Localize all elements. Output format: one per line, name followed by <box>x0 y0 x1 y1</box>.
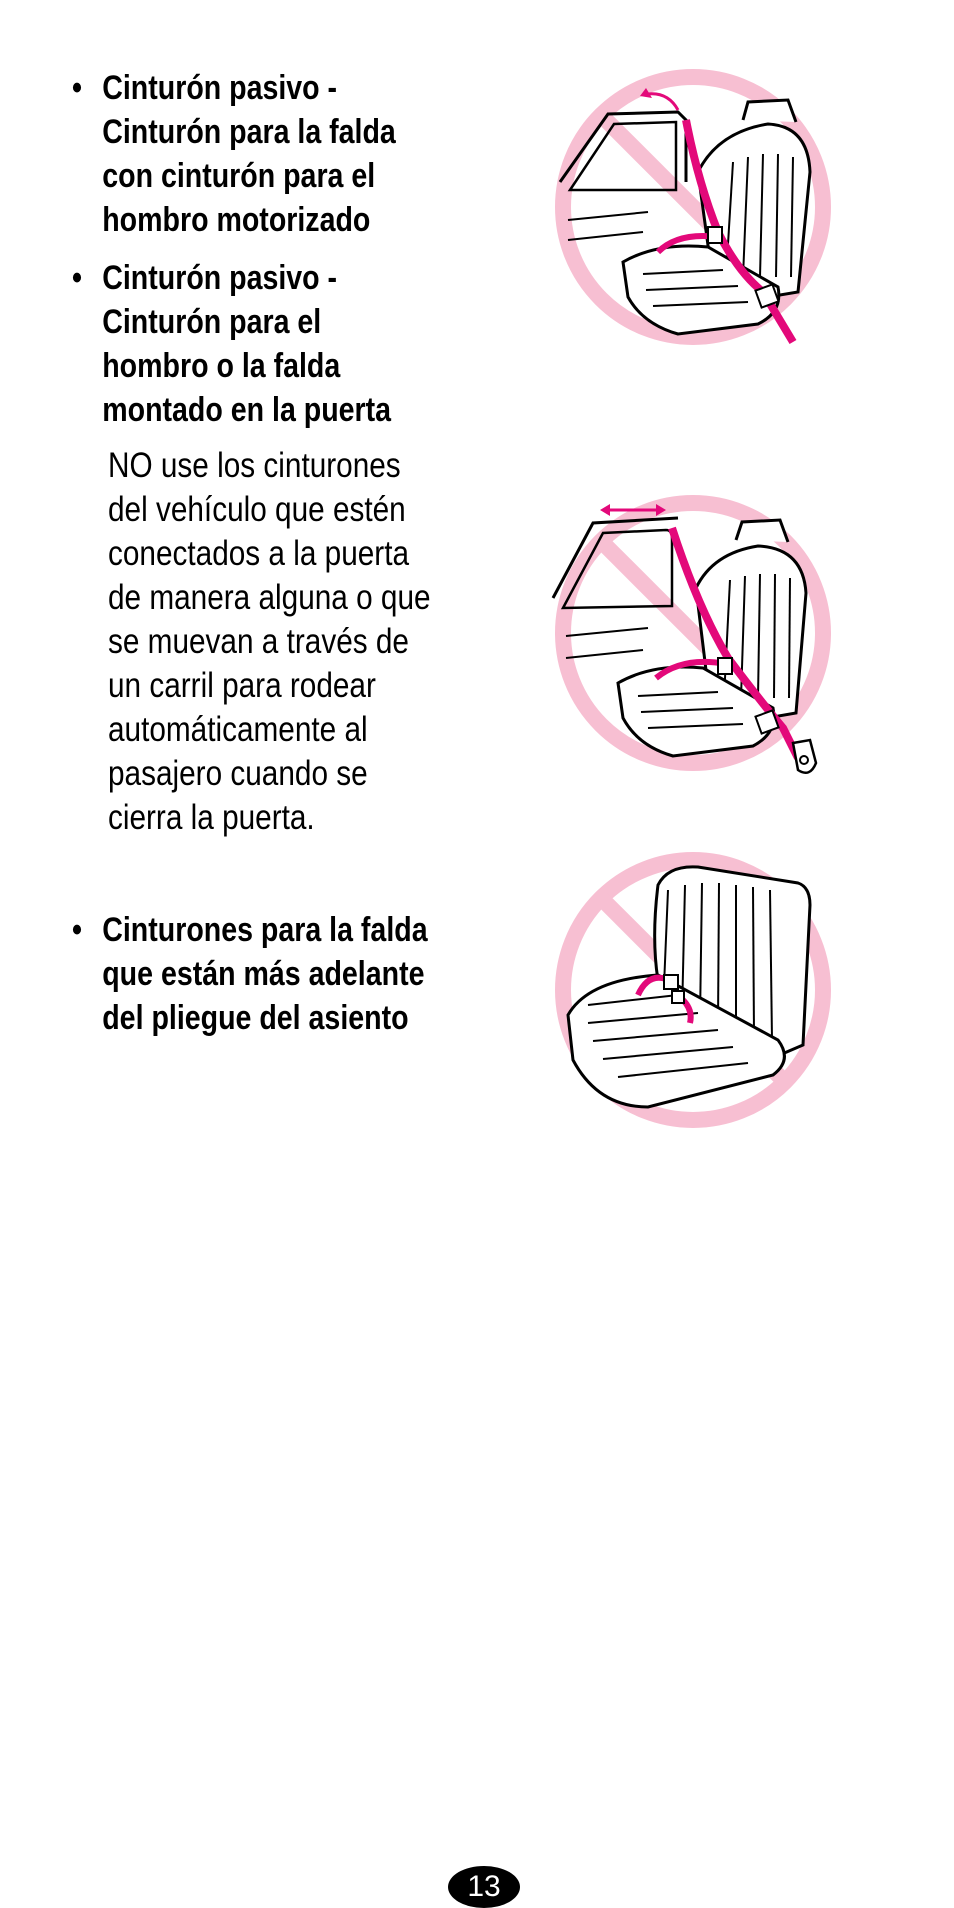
bullet-marker: • <box>72 69 83 107</box>
bullet-marker: • <box>72 911 83 949</box>
item-heading-line: Cinturón pasivo - <box>102 259 338 297</box>
body-line: de manera alguna o que <box>108 578 431 617</box>
bullet-marker: • <box>72 259 83 297</box>
prohibited-motorized-belt-icon <box>548 62 838 352</box>
body-line: del vehículo que estén <box>108 490 406 529</box>
door-belt-warning-text <box>108 444 448 840</box>
warning-item-door-mounted-belt <box>72 256 442 432</box>
item-heading-line: hombro o la falda <box>102 347 341 385</box>
body-line: un carril para rodear <box>108 666 376 705</box>
page-number: 13 <box>448 1866 520 1908</box>
body-line: conectados a la puerta <box>108 534 410 573</box>
body-line: pasajero cuando se <box>108 754 368 793</box>
item-heading-line: Cinturón para la falda <box>102 113 396 151</box>
item-heading-line: montado en la puerta <box>102 391 392 429</box>
body-line: NO use los cinturones <box>108 446 401 485</box>
warning-item-forward-lap-belt <box>72 908 442 1040</box>
item-heading-line: con cinturón para el <box>102 157 376 195</box>
prohibited-forward-lap-belt-icon <box>548 845 838 1135</box>
item-heading-line: del pliegue del asiento <box>102 999 409 1037</box>
item-heading-line: hombro motorizado <box>102 201 371 239</box>
item-heading-line: Cinturón para el <box>102 303 322 341</box>
body-line: se muevan a través de <box>108 622 409 661</box>
item-heading-line: Cinturones para la falda <box>102 911 428 949</box>
body-line: automáticamente al <box>108 710 368 749</box>
item-heading-line: que están más adelante <box>102 955 425 993</box>
prohibited-door-mounted-belt-icon <box>548 488 838 778</box>
item-heading-line: Cinturón pasivo - <box>102 69 338 107</box>
warning-item-motorized-belt <box>72 66 442 242</box>
body-line: cierra la puerta. <box>108 798 315 837</box>
